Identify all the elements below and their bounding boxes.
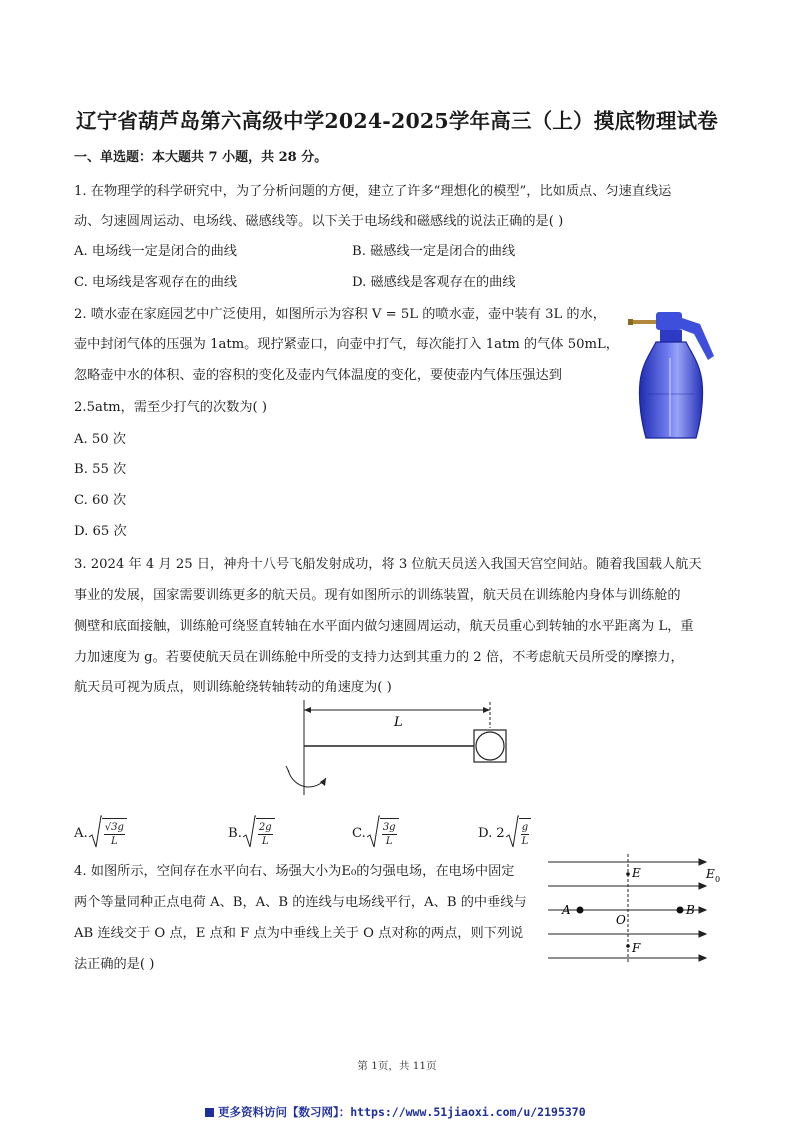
q3-option-b-prefix: B. <box>228 825 242 841</box>
resource-link[interactable] <box>205 1104 586 1120</box>
q1-option-b: B. 磁感线一定是闭合的曲线 <box>352 244 516 259</box>
q3-line-3: 侧壁和底面接触，训练舱可绕竖直转轴在水平面内做匀速圆周运动，航天员重心到转轴的水平距离为 L，重 <box>74 619 694 634</box>
point-f-label: F <box>632 941 641 955</box>
q1-line-1: 1. 在物理学的科学研究中，为了分析问题的方便，建立了许多“理想化的模型”，比如质点、匀速直线运 <box>74 184 672 199</box>
q3-option-d-prefix: D. <box>478 825 493 841</box>
q3-option-b-numerator: 2g <box>258 822 272 833</box>
q3-option-a-prefix: A. <box>74 825 88 841</box>
radical-sign-icon <box>505 815 519 851</box>
q3-option-d-numerator: g <box>521 822 529 833</box>
q3-line-5: 航天员可视为质点，则训练舱绕转轴转动的角速度为( ) <box>74 680 392 695</box>
q3-option-a-numerator: √3g <box>104 822 124 833</box>
q3-option-c-numerator: 3g <box>382 822 396 833</box>
point-b-label: B <box>686 903 695 917</box>
flag-icon <box>205 1108 214 1117</box>
q4-line-2: 两个等量同种正点电荷 A、B，A、B 的连线与电场线平行，A、B 的中垂线与 <box>74 895 527 910</box>
q4-line-1: 4. 如图所示，空间存在水平向右、场强大小为E₀的匀强电场，在电场中固定 <box>74 864 515 879</box>
section-heading: 一、单选题：本大题共 7 小题，共 28 分。 <box>74 150 328 165</box>
q3-line-4: 力加速度为 g。若要使航天员在训练舱中所受的支持力达到其重力的 2 倍，不考虑航天员所受的摩擦力， <box>74 650 684 665</box>
q3-line-1: 3. 2024 年 4 月 25 日，神舟十八号飞船发射成功，将 3 位航天员送入我国天宫空间站。随着我国载人航天 <box>74 557 702 572</box>
q2-option-a: A. 50 次 <box>74 432 127 447</box>
q3-option-c-prefix: C. <box>352 825 366 841</box>
q3-option-d-coefficient: 2 <box>496 825 505 841</box>
q3-option-a-denominator: L <box>110 836 118 847</box>
q3-option-d <box>478 812 531 854</box>
field-e0-subscript: 0 <box>715 875 721 884</box>
field-e0-label: E <box>706 867 715 881</box>
rotation-diagram <box>280 700 520 810</box>
length-label: L <box>394 715 403 730</box>
q2-option-c: C. 60 次 <box>74 493 127 508</box>
q3-option-c <box>352 812 399 854</box>
point-o-label: O <box>616 913 626 927</box>
q3-option-b-denominator: L <box>261 836 269 847</box>
q3-option-b <box>228 812 275 854</box>
page-number-footer: 第 1页，共 11页 <box>357 1060 437 1072</box>
q2-line-1: 2. 喷水壶在家庭园艺中广泛使用，如图所示为容积 V = 5L 的喷水壶，壶中装有 3L 的水， <box>74 307 606 322</box>
page-title: 辽宁省葫芦岛第六高级中学2024-2025学年高三（上）摸底物理试卷 <box>76 109 718 133</box>
q2-option-b: B. 55 次 <box>74 462 127 477</box>
point-a-label: A <box>562 903 571 917</box>
q1-option-a: A. 电场线一定是闭合的曲线 <box>74 244 237 259</box>
q1-option-c: C. 电场线是客观存在的曲线 <box>74 275 238 290</box>
charge-a-dot <box>577 907 584 914</box>
q2-line-4: 2.5atm，需至少打气的次数为( ) <box>74 400 267 415</box>
radical-sign-icon <box>366 815 380 851</box>
q4-line-4: 法正确的是( ) <box>74 957 155 972</box>
q3-line-2: 事业的发展，国家需要训练更多的航天员。现有如图所示的训练装置，航天员在训练舱内身体与训练舱的 <box>74 588 681 603</box>
q3-option-c-denominator: L <box>385 836 393 847</box>
point-e-label: E <box>632 866 641 880</box>
q3-option-d-denominator: L <box>521 836 529 847</box>
q2-line-3: 忽略壶中水的体积、壶的容积的变化及壶内气体温度的变化，要使壶内气体压强达到 <box>74 368 562 383</box>
q2-line-2: 壶中封闭气体的压强为 1atm。现拧紧壶口，向壶中打气，每次能打入 1atm 的气体 50mL， <box>74 337 619 352</box>
q2-option-d: D. 65 次 <box>74 524 127 539</box>
radical-sign-icon <box>88 815 102 851</box>
electric-field-diagram <box>544 852 724 964</box>
q1-option-d: D. 磁感线是客观存在的曲线 <box>352 275 516 290</box>
spray-bottle-figure <box>626 298 722 446</box>
resource-link-text[interactable]: 更多资料访问【数习网】：https://www.51jiaoxi.com/u/2195370 <box>218 1105 586 1119</box>
charge-b-dot <box>677 907 684 914</box>
q1-line-2: 动、匀速圆周运动、电场线、磁感线等。以下关于电场线和磁感线的说法正确的是( ) <box>74 214 564 229</box>
q3-option-a <box>74 812 127 854</box>
radical-sign-icon <box>242 815 256 851</box>
q4-line-3: AB 连线交于 O 点，E 点和 F 点为中垂线上关于 O 点对称的两点，则下列说 <box>74 926 524 941</box>
